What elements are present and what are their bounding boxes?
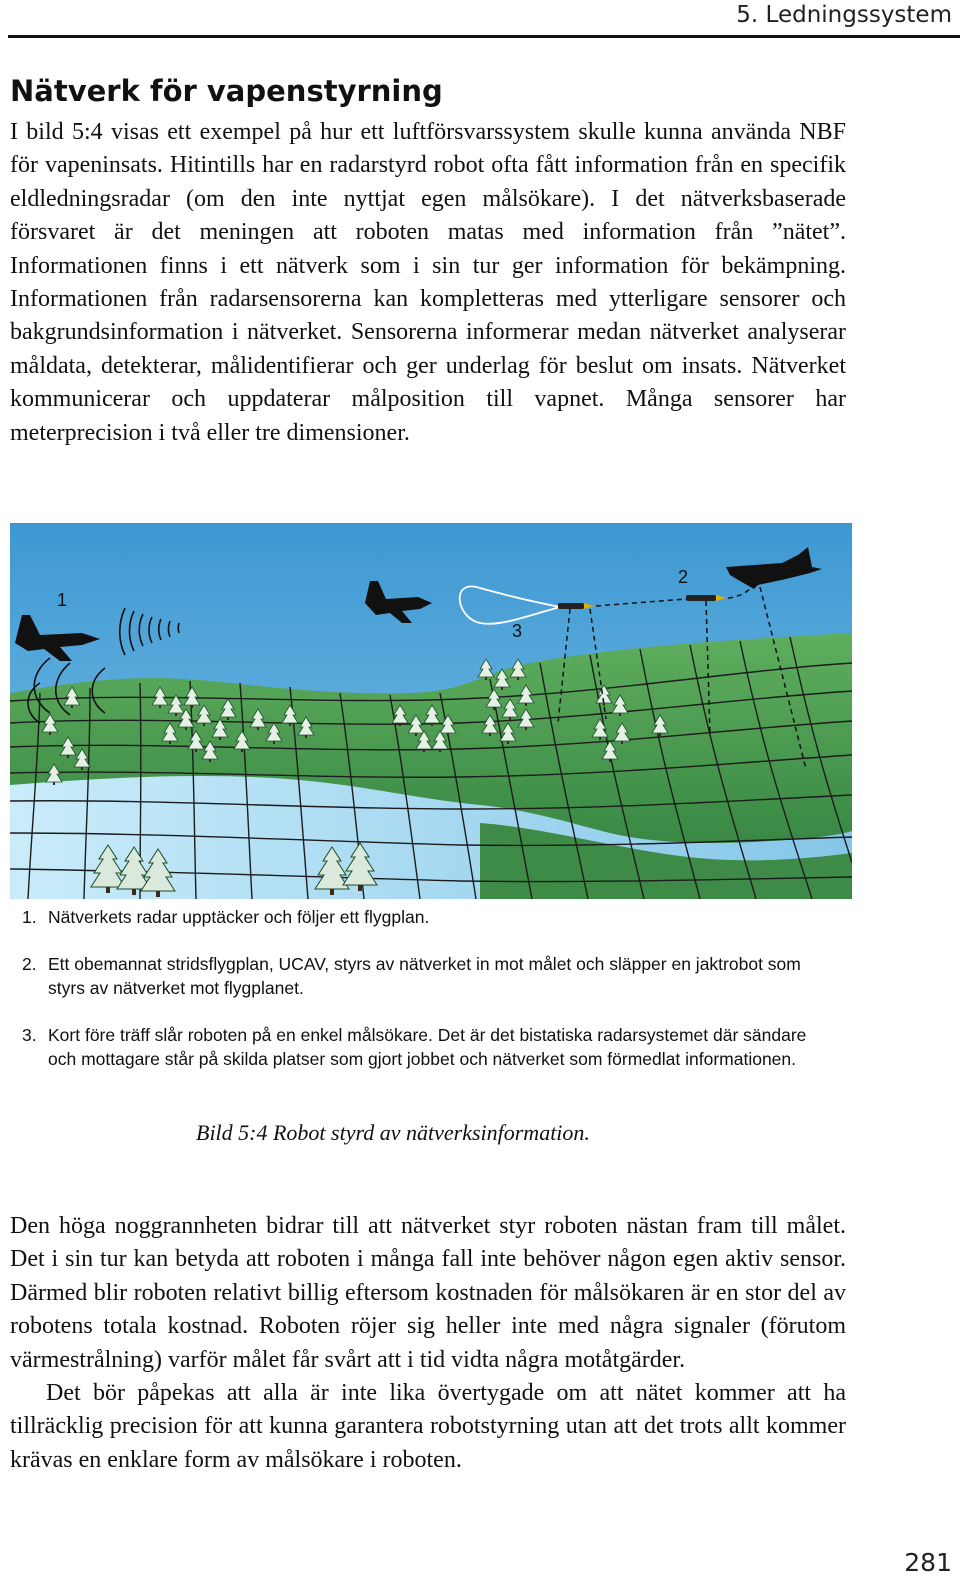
- closing-paragraph-1: Den höga noggrannheten bidrar till att nätverket styr roboten nästan fram till målet. Det i sin tur kan betyda att roboten i många fall inte behöver någon egen aktiv sensor. Därmed blir roboten relativt billig eftersom kostnaden för målsökaren är en stor del av robotens totala kostnad. Roboten röjer sig heller inte med några signaler (förutom värmestrålning) varför målet får svårt att i tid vidta några motåtgärder.: [10, 1213, 846, 1373]
- caption-number: 2.: [22, 953, 37, 974]
- header-rule: [8, 35, 960, 38]
- caption-number: 3.: [22, 1024, 37, 1045]
- closing-paragraph-2: Det bör påpekas att alla är inte lika övertygade om att nätet kommer att ha tillräcklig precision för att kunna garantera robotstyrning utan att det trots allt kommer krävas en enklare form av målsökare i roboten.: [10, 1380, 846, 1473]
- network-illustration: [10, 523, 852, 899]
- caption-item: [22, 1023, 822, 1072]
- figure-label-3: 3: [512, 621, 523, 641]
- intro-paragraph: [10, 116, 846, 450]
- running-header: 5. Ledningssystem: [736, 2, 952, 28]
- caption-item: [22, 905, 822, 930]
- closing-paragraphs: [10, 1210, 846, 1477]
- caption-text: Ett obemannat stridsflygplan, UCAV, styrs av nätverket in mot målet och släpper en jaktrobot som styrs av nätverket mot flygplanet.: [48, 953, 801, 999]
- intro-text: I bild 5:4 visas ett exempel på hur ett luftförsvarssystem skulle kunna använda NBF för vapeninsats. Hitintills har en radarstyrd robot ofta fått information från en specifik eldledningsradar (om den inte nyttjat egen målsökare). I det nätverksbaserade försvaret är det meningen att roboten matas med information från ”nätet”. Informationen finns i ett nätverk som i sin tur ger information för bekämpning. Informationen från radarsensorerna kan kompletteras med ytterligare sensorer och bakgrundsinformation i nätverket. Sensorerna informerar medan nätverket analyserar måldata, detekterar, målidentifierar och ger underlag för beslut om insats. Nätverket kommunicerar och uppdaterar målposition till vapnet. Många sensorer har meterprecision i två eller tre dimensioner.: [10, 119, 846, 446]
- caption-text: Nätverkets radar upptäcker och följer ett flygplan.: [48, 907, 430, 927]
- caption-item: [22, 952, 822, 1001]
- page-number: 281: [904, 1548, 952, 1577]
- figure-label-1: 1: [57, 590, 68, 610]
- caption-number: 1.: [22, 907, 37, 927]
- figure-title: Bild 5:4 Robot styrd av nätverksinformation.: [196, 1120, 590, 1145]
- caption-text: Kort före träff slår roboten på en enkel målsökare. Det är det bistatiska radarsystemet där sändare och mottagare står på skilda platser som gjort jobbet och nätverket som förmedlat informationen.: [48, 1024, 807, 1070]
- figure-captions: [22, 905, 822, 1094]
- figure-label-2: 2: [678, 567, 689, 587]
- section-title: Nätverk för vapenstyrning: [10, 74, 443, 108]
